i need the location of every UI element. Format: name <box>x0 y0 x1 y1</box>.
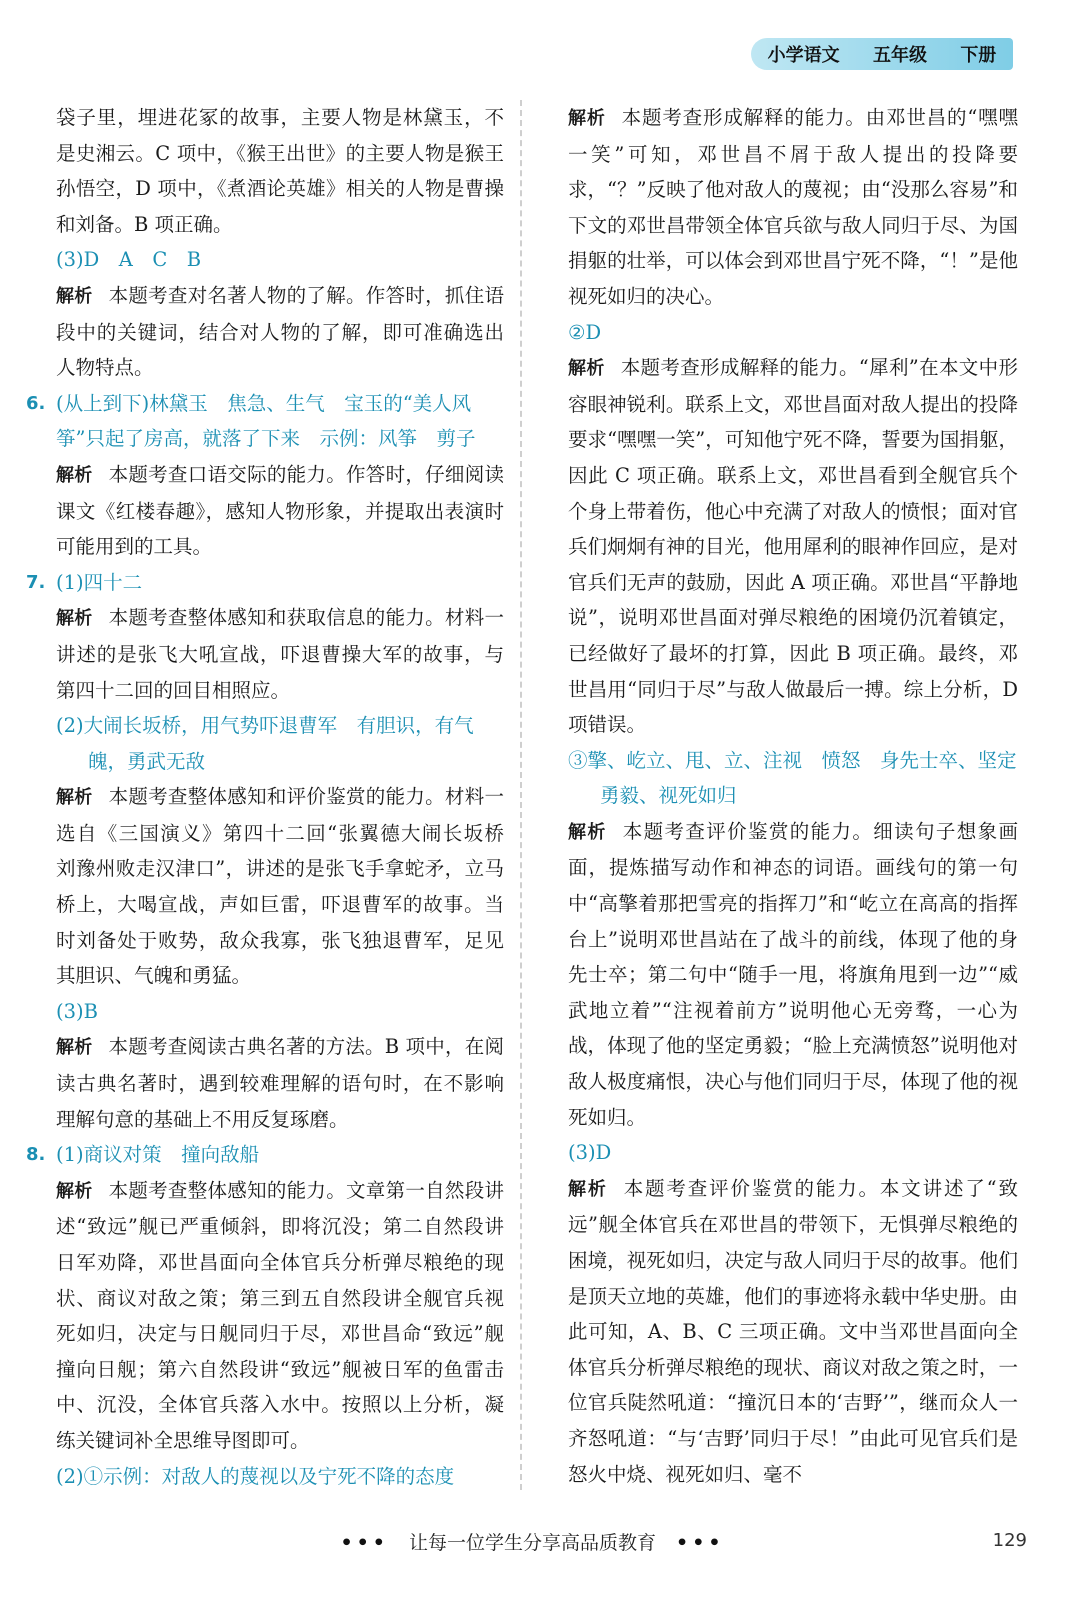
analysis-label: 解析 <box>56 1180 93 1202</box>
analysis-paragraph <box>568 814 1018 1135</box>
analysis-text: 本题考查评价鉴赏的能力。本文讲述了“致远”舰全体官兵在邓世昌的带领下，无惧弹尽粮绝的困境，视死如归，决定与敌人同归于尽的故事。他们是顶天立地的英雄，他们的事迹将永载中华史册。由此可知，A、B、C 三项正确。文中当邓世昌面向全体官兵分析弹尽粮绝的现状、商议对敌之策之时，一位官兵陡然吼道：“撞沉日本的‘吉野’”，继而众人一齐怒吼道：“与‘吉野’同归于尽！”由此可见官兵们是怒火中烧、视死如归、毫不 <box>568 1176 1018 1486</box>
answer-text: (从上到下)林黛玉 焦急、生气 宝玉的“美人风筝”只起了房高，就落了下来 示例：风筝 剪子 <box>56 391 476 451</box>
answer-line <box>568 315 1018 351</box>
left-column <box>26 100 524 1494</box>
analysis-paragraph <box>568 100 1018 315</box>
answer-text: (2)①示例：对敌人的蔑视以及宁死不降的态度 <box>56 1464 455 1488</box>
analysis-label: 解析 <box>56 1037 93 1059</box>
answer-line <box>56 242 504 278</box>
answer-text: (2)大闹长坂桥，用气势吓退曹军 有胆识，有气魄，勇武无敌 <box>56 714 474 773</box>
answer-line <box>568 1135 1018 1171</box>
analysis-paragraph <box>56 779 524 994</box>
footer <box>0 1528 1065 1555</box>
right-column <box>568 100 1018 1492</box>
header-subject-tag <box>751 38 1013 70</box>
analysis-label: 解析 <box>56 285 93 307</box>
answer-line <box>56 994 504 1030</box>
analysis-text: 本题考查对名著人物的了解。作答时，抓住语段中的关键词，结合对人物的了解，即可准确选出人物特点。 <box>56 283 504 380</box>
analysis-text: 本题考查形成解释的能力。“犀利”在本文中形容眼神锐利。联系上文，邓世昌面对敌人提出的投降要求“嘿嘿一笑”，可知他宁死不降，誓要为国捐躯，因此 C 项正确。联系上文，邓世昌看到全舰官兵个个身上带着伤，他心中充满了对敌人的愤恨；面对官兵们炯炯有神的目光，他用犀利的眼神作回应，是对官兵们无声的鼓励，因此 A 项正确。邓世昌“平静地说”，说明邓世昌面对弹尽粮绝的困境仍沉着镇定，已经做好了最坏的打算，因此 B 项正确。最终，邓世昌用“同归于尽”与敌人做最后一搏。综上分析，D 项错误。 <box>568 356 1018 737</box>
analysis-text: 本题考查评价鉴赏的能力。细读句子想象画面，提炼描写动作和神态的词语。画线句的第一句中“高擎着那把雪亮的指挥刀”和“屹立在高高的指挥台上”说明邓世昌站在了战斗的前线，体现了他的身先士卒；第二句中“随手一甩，将旗角甩到一边”“威武地立着”“注视着前方”说明他心无旁骛，一心为战，体现了他的坚定勇毅；“脸上充满愤怒”说明他对敌人极度痛恨，决心与他们同归于尽，体现了他的视死如归。 <box>568 819 1018 1129</box>
answer-line <box>568 743 1018 814</box>
page-number: 129 <box>992 1530 1027 1551</box>
body-paragraph: 袋子里，埋进花冢的故事，主要人物是林黛玉，不是史湘云。C 项中，《猴王出世》的主要人物是猴王孙悟空，D 项中，《煮酒论英雄》相关的人物是曹操和刘备。B 项正确。 <box>56 106 504 236</box>
analysis-label: 解析 <box>568 108 606 129</box>
header-subject: 小学语文 <box>767 45 840 66</box>
footer-dots-right: ••• <box>676 1532 725 1554</box>
answer-line <box>56 1459 504 1495</box>
analysis-text: 本题考查整体感知的能力。文章第一自然段讲述“致远”舰已严重倾斜，即将沉没；第二自然段讲日军劝降，邓世昌面向全体官兵分析弹尽粮绝的现状、商议对敌之策；第三到五自然段讲全舰官兵视死如归，决定与日舰同归于尽，邓世昌命“致远”舰撞向日舰；第六自然段讲“致远”舰被日军的鱼雷击中、沉没，全体官兵落入水中。按照以上分析，凝练关键词补全思维导图即可。 <box>56 1178 504 1452</box>
answer-text: (1)商议对策 撞向敌船 <box>56 1143 260 1167</box>
analysis-paragraph <box>568 350 1018 743</box>
footer-dots-left: ••• <box>340 1532 389 1554</box>
header-volume: 下册 <box>960 45 997 66</box>
footer-slogan: 让每一位学生分享高品质教育 <box>408 1532 656 1554</box>
answer-text: ②D <box>568 320 602 344</box>
answer-text: ③擎、屹立、甩、立、注视 愤怒 身先士卒、坚定勇毅、视死如归 <box>568 748 1017 808</box>
analysis-text: 本题考查整体感知和评价鉴赏的能力。材料一选自《三国演义》第四十二回“张翼德大闹长坂桥 刘豫州败走汉津口”，讲述的是张飞手拿蛇矛，立马桥上，大喝宣战，声如巨雷，吓退曹军的故事。当时刘备处于败势，敌众我寡，张飞独退曹军，足见其胆识、气魄和勇猛。 <box>56 785 524 988</box>
analysis-label: 解析 <box>56 464 93 486</box>
analysis-paragraph <box>56 1029 504 1137</box>
analysis-label: 解析 <box>568 358 605 380</box>
question-number: 8. <box>26 1144 46 1166</box>
analysis-text: 本题考查阅读古典名著的方法。B 项中，在阅读古典名著时，遇到较难理解的语句时，在不影响理解句意的基础上不用反复琢磨。 <box>56 1035 505 1131</box>
answer-text: (1)四十二 <box>56 570 143 594</box>
analysis-paragraph <box>56 457 504 565</box>
analysis-label: 解析 <box>568 821 607 843</box>
answer-line <box>26 386 504 457</box>
column-divider <box>520 100 522 1490</box>
answer-line <box>26 1137 504 1173</box>
question-number: 6. <box>26 392 46 414</box>
analysis-label: 解析 <box>56 787 93 809</box>
analysis-paragraph <box>56 278 504 386</box>
analysis-paragraph <box>568 1171 1018 1492</box>
header-grade: 五年级 <box>872 45 927 66</box>
analysis-paragraph <box>56 1173 504 1459</box>
analysis-paragraph <box>56 600 504 708</box>
analysis-text: 本题考查口语交际的能力。作答时，仔细阅读课文《红楼春趣》，感知人物形象，并提取出表演时可能用到的工具。 <box>56 462 504 559</box>
analysis-text: 本题考查形成解释的能力。由邓世昌的“嘿嘿一笑”可知，邓世昌不屑于敌人提出的投降要求，“？”反映了他对敌人的蔑视；由“没那么容易”和下文的邓世昌带领全体官兵欲与敌人同归于尽、为国捐躯的壮举，可以体会到邓世昌宁死不降，“！”是他视死如归的决心。 <box>568 106 1018 308</box>
analysis-label: 解析 <box>568 1178 608 1200</box>
answer-text: (3)B <box>56 999 98 1023</box>
answer-text: (3)D A C B <box>56 248 202 272</box>
answer-line <box>26 565 504 601</box>
answer-line <box>56 708 504 779</box>
analysis-label: 解析 <box>56 608 93 630</box>
answer-text: (3)D <box>568 1141 612 1165</box>
question-number: 7. <box>26 571 46 593</box>
analysis-text: 本题考查整体感知和获取信息的能力。材料一讲述的是张飞大吼宣战，吓退曹操大军的故事，与第四十二回的回目相照应。 <box>56 606 504 702</box>
